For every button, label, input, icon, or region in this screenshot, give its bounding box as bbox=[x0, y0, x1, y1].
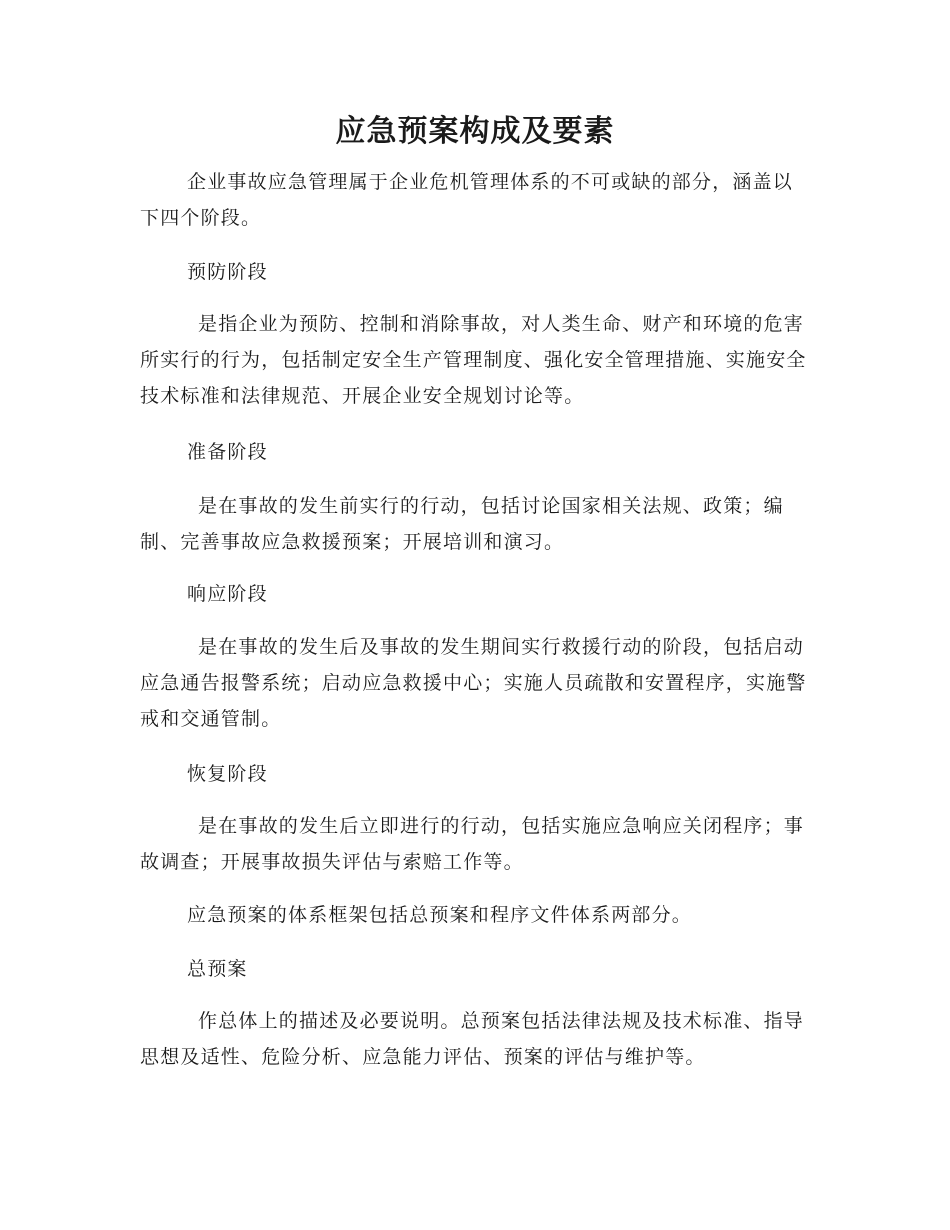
general-plan-body: 作总体上的描述及必要说明。总预案包括法律法规及技术标准、指导思想及适性、危险分析、应急能力评估、预案的评估与维护等。 bbox=[140, 1010, 805, 1068]
section-body-response: 是在事故的发生后及事故的发生期间实行救援行动的阶段，包括启动应急通告报警系统；启动应急救援中心；实施人员疏散和安置程序，实施警戒和交通管制。 bbox=[140, 636, 807, 730]
section-body-recovery: 是在事故的发生后立即进行的行动，包括实施应急响应关闭程序；事故调查；开展事故损失评估与索赔工作等。 bbox=[140, 815, 805, 873]
section-heading-recovery: 恢复阶段 bbox=[187, 763, 268, 785]
general-plan-heading: 总预案 bbox=[187, 958, 248, 980]
section-body-prevention: 是指企业为预防、控制和消除事故，对人类生命、财产和环境的危害所实行的行为，包括制定安全生产管理制度、强化安全管理措施、实施安全技术标准和法律规范、开展企业安全规划讨论等。 bbox=[140, 313, 807, 407]
section-body-preparation: 是在事故的发生前实行的行动，包括讨论国家相关法规、政策；编制、完善事故应急救援预案；开展培训和演习。 bbox=[140, 495, 784, 553]
intro-paragraph: 企业事故应急管理属于企业危机管理体系的不可或缺的部分，涵盖以下四个阶段。 bbox=[140, 171, 794, 229]
framework-paragraph: 应急预案的体系框架包括总预案和程序文件体系两部分。 bbox=[187, 904, 693, 926]
section-heading-preparation: 准备阶段 bbox=[187, 441, 268, 463]
section-heading-response: 响应阶段 bbox=[187, 583, 268, 605]
document-title: 应急预案构成及要素 bbox=[335, 114, 615, 149]
section-heading-prevention: 预防阶段 bbox=[187, 261, 268, 283]
